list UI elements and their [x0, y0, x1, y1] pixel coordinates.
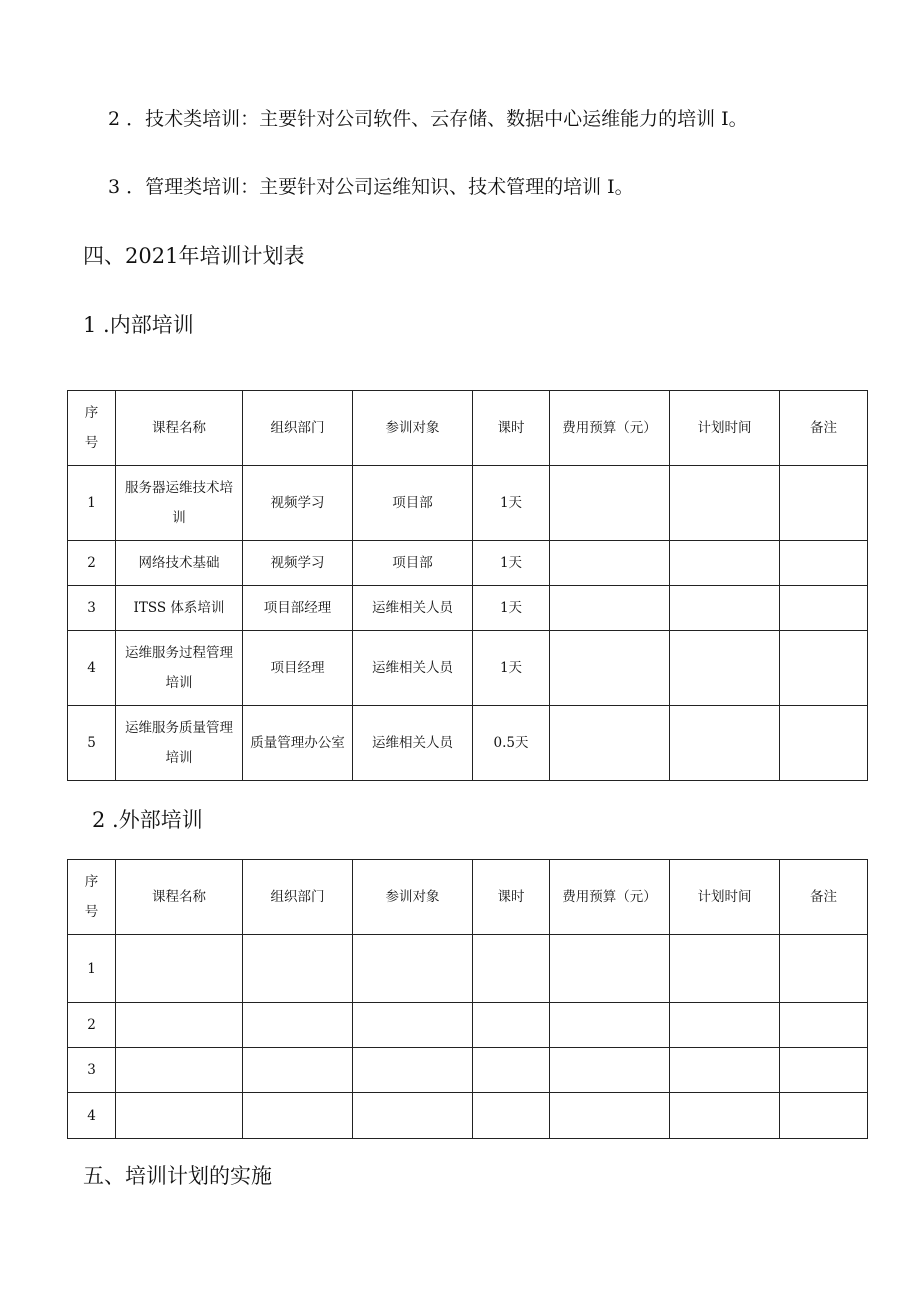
internal-training-table	[67, 390, 868, 781]
cell-target	[353, 1003, 473, 1048]
cell-note	[780, 935, 868, 1003]
cell-note	[780, 631, 868, 706]
paragraph-item-2: 2 ．技术类培训：主要针对公司软件、云存储、数据中心运维能力的培训 I。	[108, 108, 748, 130]
header-budget: 费用预算（元）	[550, 391, 670, 466]
table-row	[68, 1093, 868, 1139]
table-row	[68, 631, 868, 706]
section-4-heading: 四、2021年培训计划表	[83, 244, 305, 268]
cell-course: ITSS 体系培训	[116, 586, 243, 631]
cell-time	[670, 1048, 780, 1093]
internal-training-heading: 1 .内部培训	[83, 313, 194, 337]
header-course: 课程名称	[116, 391, 243, 466]
cell-note	[780, 1003, 868, 1048]
cell-course	[116, 935, 243, 1003]
external-training-table	[67, 859, 868, 1139]
cell-dept	[243, 1048, 353, 1093]
cell-target	[353, 1093, 473, 1139]
cell-no: 4	[68, 1093, 116, 1139]
cell-budget	[550, 1048, 670, 1093]
header-hours: 课时	[473, 391, 550, 466]
cell-course	[116, 1003, 243, 1048]
cell-time	[670, 1003, 780, 1048]
cell-time	[670, 706, 780, 781]
cell-dept	[243, 1003, 353, 1048]
header-dept: 组织部门	[243, 860, 353, 935]
cell-course: 服务器运维技术培 训	[116, 466, 243, 541]
cell-budget	[550, 1003, 670, 1048]
cell-hours: 1天	[473, 466, 550, 541]
cell-no: 2	[68, 541, 116, 586]
header-dept: 组织部门	[243, 391, 353, 466]
cell-target: 项目部	[353, 541, 473, 586]
table-row	[68, 935, 868, 1003]
table-row	[68, 541, 868, 586]
cell-target	[353, 935, 473, 1003]
cell-course	[116, 1048, 243, 1093]
header-time: 计划时间	[670, 860, 780, 935]
header-no: 序 号	[68, 860, 116, 935]
cell-hours	[473, 1003, 550, 1048]
cell-course	[116, 1093, 243, 1139]
table-row	[68, 586, 868, 631]
cell-course: 网络技术基础	[116, 541, 243, 586]
cell-hours: 1天	[473, 586, 550, 631]
cell-note	[780, 706, 868, 781]
cell-target: 项目部	[353, 466, 473, 541]
cell-dept: 视频学习	[243, 541, 353, 586]
cell-time	[670, 586, 780, 631]
header-hours: 课时	[473, 860, 550, 935]
cell-note	[780, 466, 868, 541]
cell-dept: 质量管理办公室	[243, 706, 353, 781]
external-training-heading: 2 .外部培训	[92, 808, 203, 832]
table-row	[68, 466, 868, 541]
header-no: 序 号	[68, 391, 116, 466]
cell-no: 3	[68, 586, 116, 631]
cell-note	[780, 1093, 868, 1139]
cell-budget	[550, 586, 670, 631]
cell-target: 运维相关人员	[353, 586, 473, 631]
cell-budget	[550, 466, 670, 541]
table-header-row	[68, 860, 868, 935]
cell-budget	[550, 935, 670, 1003]
header-time: 计划时间	[670, 391, 780, 466]
cell-hours	[473, 1093, 550, 1139]
cell-no: 5	[68, 706, 116, 781]
cell-dept	[243, 935, 353, 1003]
table-row	[68, 1003, 868, 1048]
cell-budget	[550, 706, 670, 781]
header-note: 备注	[780, 391, 868, 466]
cell-hours	[473, 1048, 550, 1093]
header-budget: 费用预算（元）	[550, 860, 670, 935]
header-target: 参训对象	[353, 860, 473, 935]
cell-time	[670, 466, 780, 541]
header-note: 备注	[780, 860, 868, 935]
cell-time	[670, 631, 780, 706]
cell-hours: 1天	[473, 631, 550, 706]
cell-course: 运维服务质量管理 培训	[116, 706, 243, 781]
cell-time	[670, 935, 780, 1003]
table-header-row	[68, 391, 868, 466]
table-row	[68, 706, 868, 781]
cell-dept: 项目经理	[243, 631, 353, 706]
cell-budget	[550, 631, 670, 706]
cell-no: 2	[68, 1003, 116, 1048]
cell-dept	[243, 1093, 353, 1139]
cell-no: 1	[68, 466, 116, 541]
cell-no: 4	[68, 631, 116, 706]
cell-hours: 1天	[473, 541, 550, 586]
table-row	[68, 1048, 868, 1093]
cell-no: 3	[68, 1048, 116, 1093]
cell-course: 运维服务过程管理 培训	[116, 631, 243, 706]
header-target: 参训对象	[353, 391, 473, 466]
cell-hours: 0.5天	[473, 706, 550, 781]
cell-target: 运维相关人员	[353, 706, 473, 781]
paragraph-item-3: 3 ．管理类培训：主要针对公司运维知识、技术管理的培训 I。	[108, 176, 634, 198]
cell-hours	[473, 935, 550, 1003]
cell-time	[670, 541, 780, 586]
cell-note	[780, 541, 868, 586]
cell-dept: 项目部经理	[243, 586, 353, 631]
cell-target	[353, 1048, 473, 1093]
cell-time	[670, 1093, 780, 1139]
cell-budget	[550, 1093, 670, 1139]
section-5-heading: 五、培训计划的实施	[83, 1164, 272, 1188]
cell-note	[780, 586, 868, 631]
cell-target: 运维相关人员	[353, 631, 473, 706]
header-course: 课程名称	[116, 860, 243, 935]
cell-no: 1	[68, 935, 116, 1003]
cell-budget	[550, 541, 670, 586]
cell-dept: 视频学习	[243, 466, 353, 541]
cell-note	[780, 1048, 868, 1093]
